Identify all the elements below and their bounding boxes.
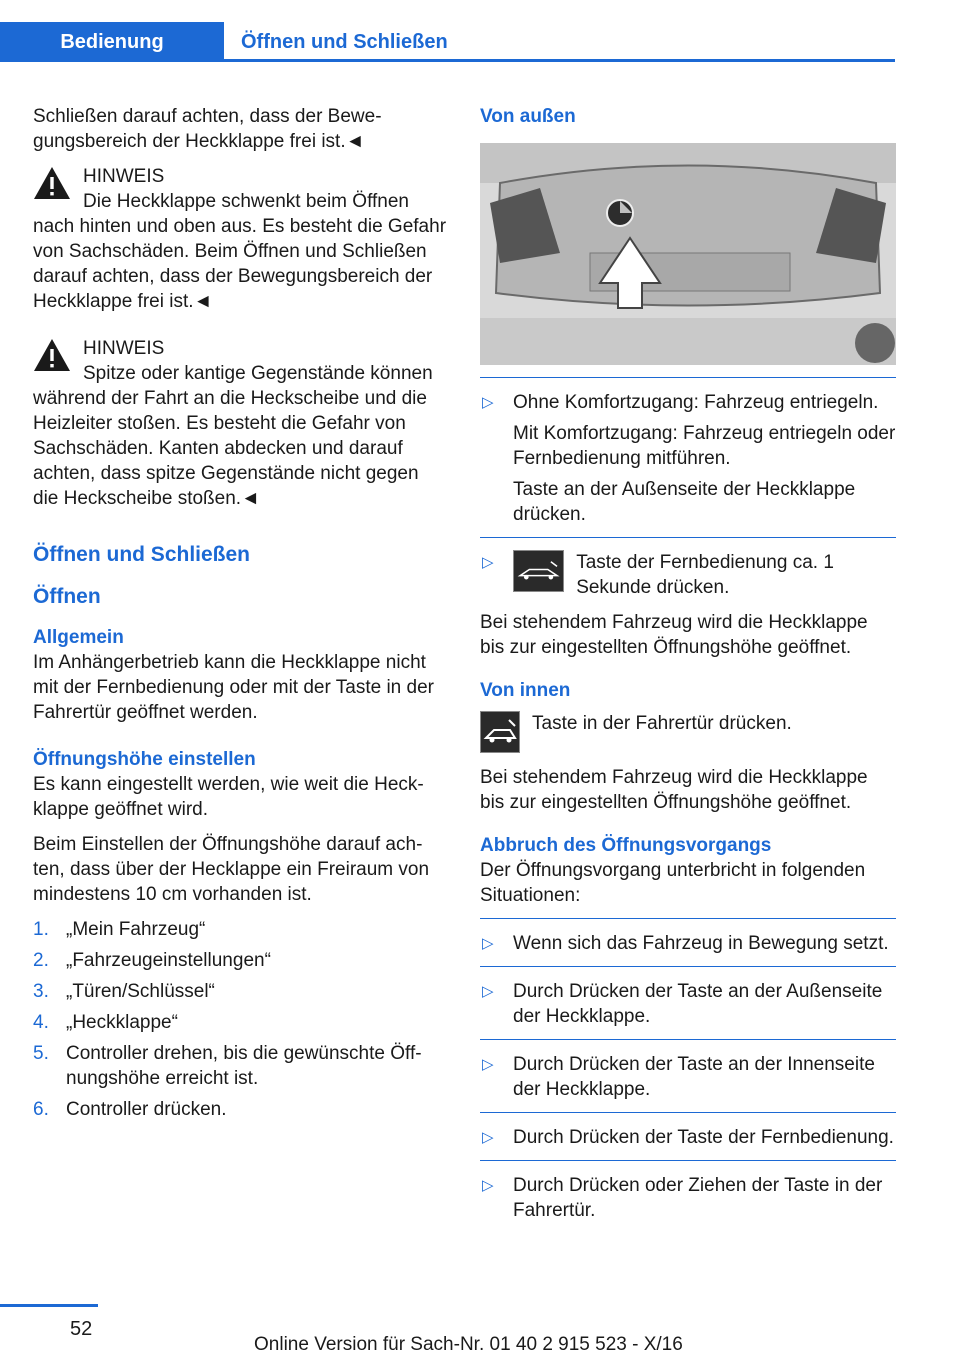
page-number: 52 [70, 1318, 93, 1340]
bullet-triangle-icon: ▷ [482, 1177, 494, 1194]
bullet-triangle-icon: ▷ [482, 1056, 494, 1073]
list-item [480, 390, 896, 527]
tailgate-photo [480, 143, 896, 365]
bullet-text: Wenn sich das Fahrzeug in Bewegung setzt. [513, 933, 889, 954]
height-text-1: Es kann eingestellt werden, wie weit die Heckklappe geöffnet wird. [33, 774, 424, 820]
bullet-text: Durch Drücken der Taste an der Außenseite der Heckklappe. [513, 981, 883, 1027]
bullet-text: Durch Drücken oder Ziehen der Taste in der Fahrertür. [513, 1175, 883, 1221]
page-header [0, 0, 895, 62]
bullet-triangle-icon: ▷ [482, 935, 494, 952]
topic-heading-general: Allgemein [33, 627, 124, 648]
list-item [33, 917, 447, 942]
left-column [33, 104, 447, 1128]
subsection-heading: Öffnen [33, 585, 101, 608]
warning-label: HINWEIS [83, 166, 165, 187]
step-text: „Türen/Schlüssel“ [66, 981, 215, 1002]
step-number: 5. [33, 1043, 49, 1064]
list-divider [480, 1039, 896, 1040]
list-item [480, 550, 896, 600]
header-divider [224, 59, 895, 62]
footer-text: Online Version für Sach-Nr. 01 40 2 915 523 - X/16 [254, 1334, 683, 1355]
list-item [33, 948, 447, 973]
remote-tailgate-key-icon [513, 550, 564, 592]
list-divider [480, 966, 896, 967]
remote-list [480, 550, 896, 600]
list-item [33, 1041, 447, 1091]
step-text: „Fahrzeugeinstellungen“ [66, 950, 271, 971]
list-item [33, 1097, 447, 1122]
abort-list [480, 979, 896, 1029]
abort-list [480, 931, 896, 956]
list-item [480, 1173, 896, 1223]
step-number: 4. [33, 1012, 49, 1033]
bullet-text: Taste der Fernbedienung ca. 1 Sekunde drücken. [576, 552, 834, 598]
bullet-triangle-icon: ▷ [482, 394, 494, 411]
list-divider [480, 1112, 896, 1113]
outside-result: Bei stehendem Fahrzeug wird die Heckklappe bis zur eingestellten Öffnungshöhe geöffnet. [480, 612, 868, 658]
inside-text: Taste in der Fahrertür drücken. [532, 713, 792, 734]
warning-block-2 [33, 336, 447, 511]
topic-heading-height: Öffnungshöhe einstellen [33, 749, 256, 770]
warning-text: Spitze oder kantige Gegenstände können während der Fahrt an die Heckscheibe und die Heizleiter stoßen. Es besteht die Gefahr von Sachschäden. Kanten abdecken und darauf achten, dass spitze Gegenstände nicht gegen die Heckscheibe stoßen.◄ [33, 363, 433, 509]
step-text: Controller drehen, bis die gewünschte Öffnungshöhe erreicht ist. [66, 1043, 422, 1089]
list-item [33, 1010, 447, 1035]
step-number: 1. [33, 919, 49, 940]
list-divider [480, 537, 896, 538]
list-divider [480, 377, 896, 378]
remote-key-row [513, 550, 896, 600]
footer-divider [0, 1304, 98, 1307]
step-number: 6. [33, 1099, 49, 1120]
abort-list [480, 1052, 896, 1102]
chapter-tab: Bedienung [0, 22, 224, 62]
abort-list [480, 1173, 896, 1223]
height-text-2: Beim Einstellen der Öffnungshöhe darauf achten, dass über der Hecklappe ein Freiraum von mindestens 10 cm vorhanden ist. [33, 834, 430, 905]
list-divider [480, 918, 896, 919]
inside-result: Bei stehendem Fahrzeug wird die Heckklappe bis zur eingestellten Öffnungshöhe geöffnet. [480, 767, 868, 813]
bullet-text: Ohne Komfortzugang: Fahrzeug entriegeln. [513, 392, 879, 413]
section-heading: Öffnen und Schließen [33, 543, 251, 566]
step-text: „Mein Fahrzeug“ [66, 919, 206, 940]
bullet-text: Durch Drücken der Taste an der Innenseite der Heckklappe. [513, 1054, 875, 1100]
bullet-triangle-icon: ▷ [482, 1129, 494, 1146]
general-text: Im Anhängerbetrieb kann die Heckklappe nicht mit der Fernbedienung oder mit der Taste in der Fahrertür geöffnet werden. [33, 652, 434, 723]
abort-text: Der Öffnungsvorgang unterbricht in folgenden Situationen: [480, 860, 866, 906]
list-item [33, 979, 447, 1004]
bullet-triangle-icon: ▷ [482, 554, 494, 571]
list-item [480, 1125, 896, 1150]
warning-text: Die Heckklappe schwenkt beim Öffnen nach hinten und oben aus. Es besteht die Gefahr von Sachschäden. Beim Öffnen und Schließen darauf achten, dass der Bewegungsbereich der Heckklappe frei ist.◄ [33, 191, 447, 312]
outside-list [480, 390, 896, 527]
abort-list [480, 1125, 896, 1150]
step-text: „Heckklappe“ [66, 1012, 178, 1033]
bullet-text: Durch Drücken der Taste der Fernbedienung. [513, 1127, 894, 1148]
intro-text: Schließen darauf achten, dass der Bewegungsbereich der Heckklappe frei ist.◄ [33, 106, 382, 152]
list-divider [480, 1160, 896, 1161]
steps-list [33, 917, 447, 1122]
bullet-text: Mit Komfortzugang: Fahrzeug entriegeln oder Fernbedienung mitführen. [513, 423, 896, 469]
door-tailgate-button-icon [480, 711, 520, 753]
topic-heading-abort: Abbruch des Öffnungsvorgangs [480, 835, 772, 856]
bullet-triangle-icon: ▷ [482, 983, 494, 1000]
topic-heading-outside: Von außen [480, 106, 576, 127]
section-tab: Öffnen und Schließen [241, 30, 448, 53]
warning-block-1 [33, 164, 447, 314]
step-text: Controller drücken. [66, 1099, 227, 1120]
list-item [480, 931, 896, 956]
warning-label: HINWEIS [83, 338, 165, 359]
inside-button-row [480, 711, 896, 753]
bullet-text: Taste an der Außenseite der Heckklappe drücken. [513, 479, 856, 525]
step-number: 2. [33, 950, 49, 971]
warning-icon [33, 166, 71, 200]
right-column [480, 104, 896, 1233]
topic-heading-inside: Von innen [480, 680, 571, 701]
list-item [480, 979, 896, 1029]
list-item [480, 1052, 896, 1102]
step-number: 3. [33, 981, 49, 1002]
warning-icon [33, 338, 71, 372]
